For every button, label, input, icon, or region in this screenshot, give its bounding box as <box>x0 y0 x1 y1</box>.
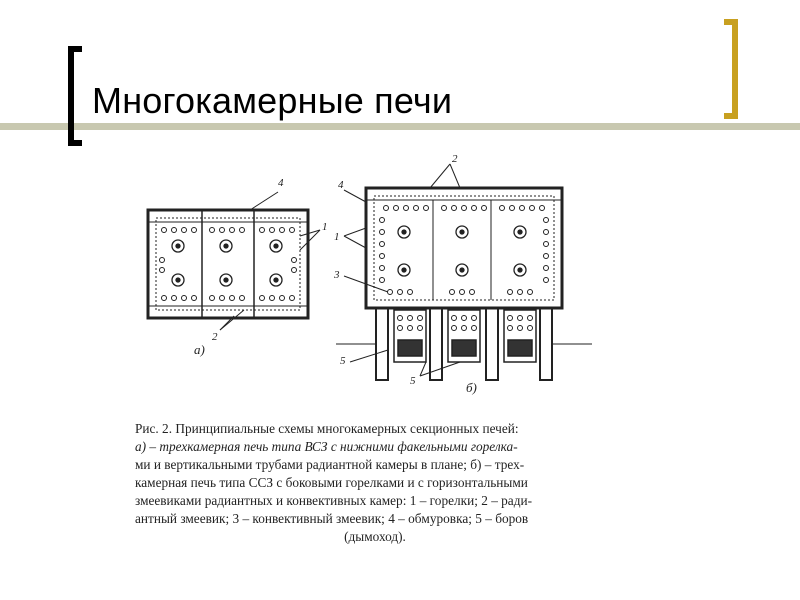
callout-a-2: 2 <box>212 331 218 343</box>
callout-b-2: 2 <box>452 153 458 165</box>
caption-line-5: змеевиками радиантных и конвективных камер: 1 – горелки; 2 – ради- <box>135 493 533 508</box>
caption-line-2: а) – трехкамерная печь типа ВСЗ с нижними факельными горелка- <box>135 439 518 454</box>
callout-a-1: 1 <box>322 221 328 233</box>
caption-line-3: ми и вертикальными трубами радиантной камеры в плане; б) – трех- <box>135 457 525 472</box>
figure-b-section-view <box>336 164 592 380</box>
figure-a-label: а) <box>194 342 205 357</box>
callout-b-5-left: 5 <box>340 355 346 367</box>
left-bracket-decoration <box>68 46 82 146</box>
figure-b-label: б) <box>466 380 477 395</box>
caption-line-6: антный змеевик; 3 – конвективный змеевик; 4 – обмуровка; 5 – боров <box>135 511 529 526</box>
figure-caption <box>135 420 615 546</box>
figure-a-plan-view <box>148 192 320 330</box>
caption-line-7: (дымоход). <box>344 529 406 544</box>
callout-b-1: 1 <box>334 231 340 243</box>
slide-title: Многокамерные печи <box>92 80 453 121</box>
callout-b-3: 3 <box>334 269 340 281</box>
callout-a-4: 4 <box>278 177 284 189</box>
furnace-schematic-figure <box>130 150 610 400</box>
title-underline <box>0 123 800 130</box>
caption-line-1: Рис. 2. Принципиальные схемы многокамерных секционных печей: <box>135 421 519 436</box>
caption-line-4: камерная печь типа ССЗ с боковыми горелками и с горизонтальными <box>135 475 528 490</box>
callout-b-5-center: 5 <box>410 375 416 387</box>
right-bracket-decoration <box>724 19 738 119</box>
callout-b-4: 4 <box>338 179 344 191</box>
